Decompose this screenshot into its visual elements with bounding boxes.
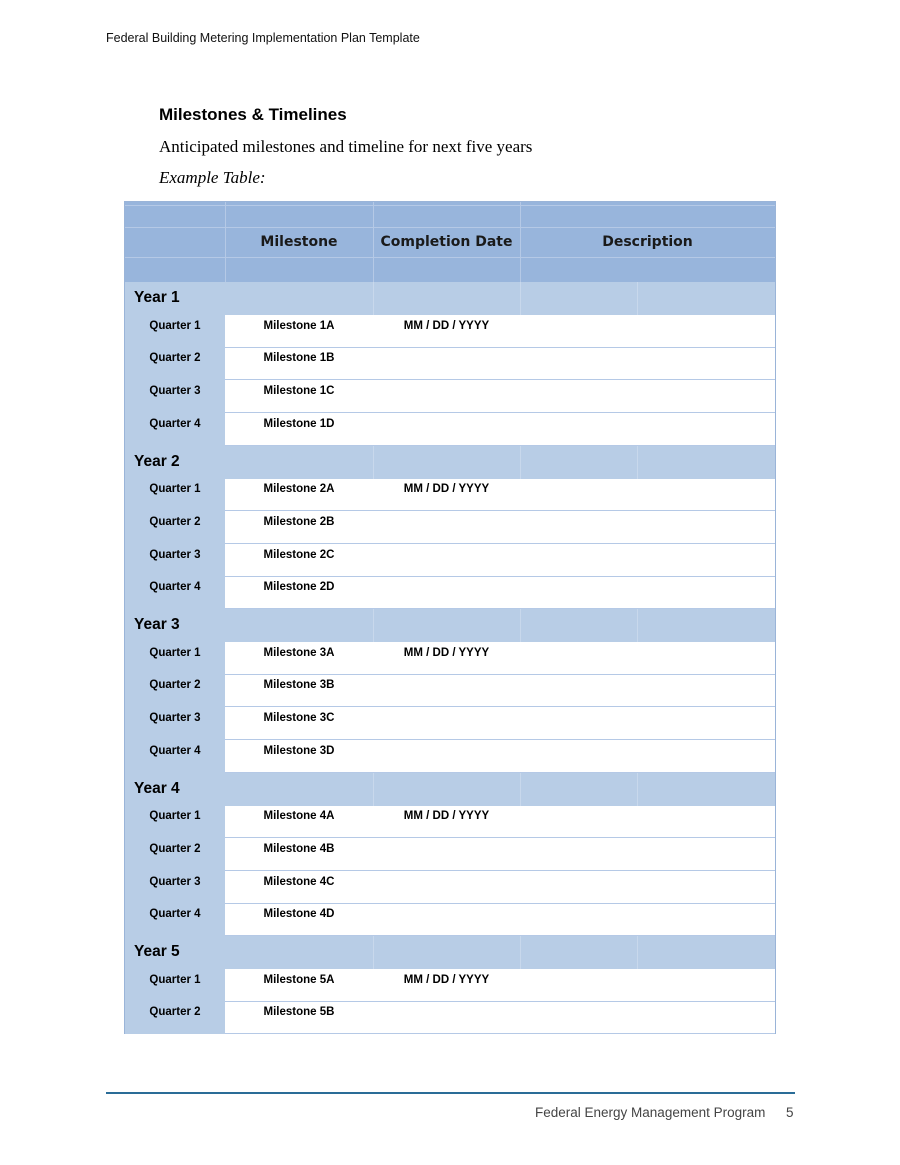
completion-date-cell	[373, 544, 520, 566]
milestone-cell: Milestone 2C	[263, 548, 335, 561]
page-number: 5	[786, 1105, 794, 1120]
completion-date-cell: MM / DD / YYYY	[403, 319, 490, 332]
quarter-cell: Quarter 1	[149, 483, 201, 496]
completion-date-cell	[373, 347, 520, 369]
section-title: Milestones & Timelines	[159, 105, 347, 124]
description-cell	[520, 969, 775, 991]
milestone-table	[124, 201, 776, 1034]
quarter-cell: Quarter 1	[149, 646, 201, 659]
description-cell	[520, 871, 775, 893]
milestone-cell: Milestone 4D	[263, 908, 335, 921]
column-header-blank	[125, 228, 225, 256]
quarter-cell: Quarter 2	[149, 842, 201, 855]
milestone-cell: Milestone 1D	[263, 417, 335, 430]
quarter-cell: Quarter 3	[149, 385, 201, 398]
completion-date-cell: MM / DD / YYYY	[403, 973, 490, 986]
description-cell	[520, 805, 775, 827]
year-row	[125, 609, 775, 642]
running-header: Federal Building Metering Implementation Plan Template	[106, 31, 420, 45]
column-header-milestone: Milestone	[260, 234, 338, 250]
milestone-cell: Milestone 1A	[263, 319, 335, 332]
milestone-cell: Milestone 3C	[263, 712, 335, 725]
section-intro: Anticipated milestones and timeline for next five years	[159, 137, 533, 156]
completion-date-cell	[373, 1001, 520, 1023]
description-cell	[520, 740, 775, 762]
quarter-cell: Quarter 3	[149, 712, 201, 725]
footer-program-name: Federal Energy Management Program	[535, 1105, 766, 1120]
table-row	[125, 511, 775, 544]
completion-date-cell	[373, 413, 520, 435]
description-cell	[520, 478, 775, 500]
milestone-cell: Milestone 4A	[263, 810, 335, 823]
column-header-description: Description	[602, 234, 693, 250]
completion-date-cell	[373, 740, 520, 762]
column-header-completion-date: Completion Date	[380, 234, 513, 250]
table-row	[125, 478, 775, 511]
completion-date-cell: MM / DD / YYYY	[403, 810, 490, 823]
quarter-cell: Quarter 3	[149, 875, 201, 888]
quarter-cell: Quarter 4	[149, 417, 201, 430]
description-cell	[520, 413, 775, 435]
completion-date-cell: MM / DD / YYYY	[403, 646, 490, 659]
table-row	[125, 707, 775, 740]
quarter-cell: Quarter 3	[149, 548, 201, 561]
description-cell	[520, 1001, 775, 1023]
quarter-cell: Quarter 2	[149, 679, 201, 692]
completion-date-cell	[373, 511, 520, 533]
table-row	[125, 1001, 775, 1034]
completion-date-cell	[373, 380, 520, 402]
milestone-cell: Milestone 5B	[263, 1006, 335, 1019]
milestone-cell: Milestone 3A	[263, 646, 335, 659]
description-cell	[520, 642, 775, 664]
year-row	[125, 446, 775, 479]
completion-date-cell	[373, 576, 520, 598]
table-row	[125, 805, 775, 838]
completion-date-cell	[373, 838, 520, 860]
quarter-cell: Quarter 2	[149, 515, 201, 528]
description-cell	[520, 674, 775, 696]
description-cell	[520, 380, 775, 402]
milestone-cell: Milestone 1B	[263, 352, 335, 365]
table-row	[125, 740, 775, 773]
year-row	[125, 936, 775, 969]
quarter-cell: Quarter 1	[149, 973, 201, 986]
year-label: Year 3	[134, 616, 180, 633]
milestone-cell: Milestone 3B	[263, 679, 335, 692]
milestone-cell: Milestone 3D	[263, 744, 335, 757]
milestone-cell: Milestone 2D	[263, 581, 335, 594]
quarter-cell: Quarter 4	[149, 908, 201, 921]
completion-date-cell	[373, 674, 520, 696]
table-row	[125, 642, 775, 675]
description-cell	[520, 576, 775, 598]
completion-date-cell	[373, 903, 520, 925]
completion-date-cell: MM / DD / YYYY	[403, 483, 490, 496]
year-label: Year 1	[134, 289, 180, 306]
footer-rule	[106, 1092, 795, 1094]
year-row	[125, 773, 775, 806]
table-row	[125, 544, 775, 577]
table-row	[125, 576, 775, 609]
milestone-cell: Milestone 2B	[263, 515, 335, 528]
milestone-cell: Milestone 2A	[263, 483, 335, 496]
table-header-row	[125, 202, 775, 282]
table-row	[125, 674, 775, 707]
year-label: Year 4	[134, 779, 180, 797]
description-cell	[520, 347, 775, 369]
description-cell	[520, 315, 775, 337]
description-cell	[520, 707, 775, 729]
completion-date-cell	[373, 707, 520, 729]
milestone-cell: Milestone 5A	[263, 973, 335, 986]
description-cell	[520, 544, 775, 566]
table-row	[125, 413, 775, 446]
quarter-cell: Quarter 1	[149, 319, 201, 332]
table-row	[125, 969, 775, 1002]
quarter-cell: Quarter 2	[149, 1006, 201, 1019]
table-row	[125, 871, 775, 904]
year-row	[125, 282, 775, 315]
table-row	[125, 903, 775, 936]
completion-date-cell	[373, 871, 520, 893]
quarter-cell: Quarter 4	[149, 581, 201, 594]
table-row	[125, 315, 775, 348]
milestone-cell: Milestone 4B	[263, 842, 335, 855]
table-row	[125, 380, 775, 413]
milestone-cell: Milestone 1C	[263, 385, 335, 398]
table-row	[125, 838, 775, 871]
year-label: Year 2	[134, 452, 180, 470]
year-label: Year 5	[134, 943, 180, 960]
table-caption: Example Table:	[159, 168, 266, 187]
quarter-cell: Quarter 2	[149, 352, 201, 365]
quarter-cell: Quarter 4	[149, 744, 201, 757]
milestone-cell: Milestone 4C	[263, 875, 335, 888]
quarter-cell: Quarter 1	[149, 810, 201, 823]
description-cell	[520, 903, 775, 925]
table-row	[125, 347, 775, 380]
description-cell	[520, 511, 775, 533]
description-cell	[520, 838, 775, 860]
